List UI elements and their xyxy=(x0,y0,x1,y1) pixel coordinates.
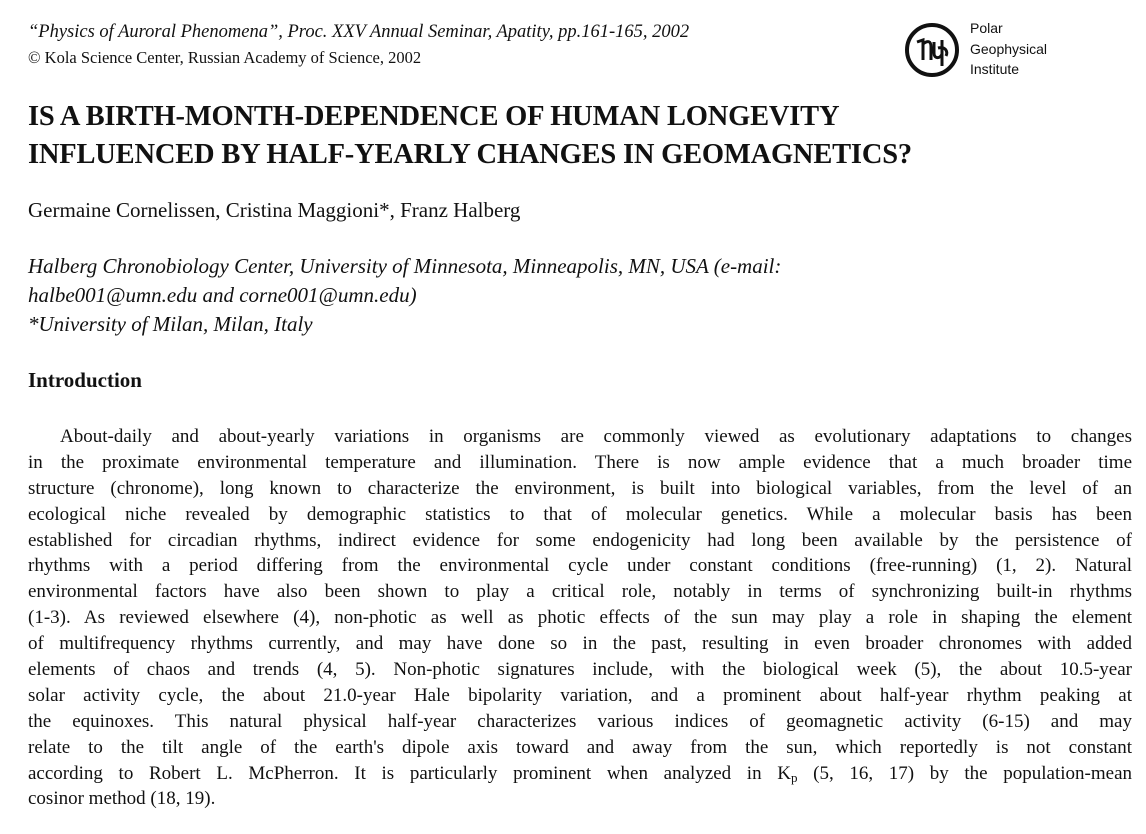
paragraph-line xyxy=(28,761,1132,787)
institute-logo xyxy=(904,18,1104,80)
paragraph-line: cosinor method (18, 19). xyxy=(28,788,216,810)
paragraph-line: relate to the tilt angle of the earth's dipole axis toward and away from the sun, which reportedly is not constant xyxy=(28,736,1132,758)
kp-sentence-tail: (5, 16, 17) by the population-mean xyxy=(797,762,1133,784)
introduction-paragraph xyxy=(28,424,1132,812)
paragraph-line: rhythms with a period differing from the environmental cycle under constant conditions (free-running) (1, 2). Natural xyxy=(28,555,1132,577)
paragraph-line: About-daily and about-yearly variations in organisms are commonly viewed as evolutionary adaptations to changes xyxy=(60,426,1132,447)
copyright-notice: © Kola Science Center, Russian Academy of Science, 2002 xyxy=(28,48,422,67)
affiliations xyxy=(28,252,781,339)
affiliation-line: *University of Milan, Milan, Italy xyxy=(28,312,313,336)
institute-name-line: Geophysical xyxy=(970,40,1048,57)
title-line: INFLUENCED BY HALF-YEARLY CHANGES IN GEOMAGNETICS? xyxy=(28,139,912,170)
paragraph-line: solar activity cycle, the about 21.0-year Hale bipolarity variation, and a prominent about half-year rhythm peaking at xyxy=(28,684,1132,706)
pgi-logo-icon xyxy=(904,22,960,78)
section-heading: Introduction xyxy=(28,368,142,392)
paragraph-line: ecological niche revealed by demographic statistics to that of molecular genetics. While a molecular basis has been xyxy=(28,503,1132,525)
paragraph-line: (1-3). As reviewed elsewhere (4), non-photic as well as photic effects of the sun may play a role in shaping the element xyxy=(28,607,1132,629)
paragraph-line: established for circadian rhythms, indirect evidence for some endogenicity had long been available by the persistence of xyxy=(28,529,1132,551)
paragraph-line: environmental factors have also been shown to play a critical role, notably in terms of synchronizing built-in rhythms xyxy=(28,581,1132,603)
paper-title xyxy=(28,98,1128,174)
publication-header xyxy=(28,20,888,70)
paragraph-line: the equinoxes. This natural physical half-year characterizes various indices of geomagnetic activity (6-15) and may xyxy=(28,710,1132,732)
paragraph-line: of multifrequency rhythms currently, and may have done so in the past, resulting in even broader chronomes with added xyxy=(28,633,1132,655)
author-list: Germaine Cornelissen, Cristina Maggioni*, Franz Halberg xyxy=(28,198,521,222)
paragraph-line: structure (chronome), long known to characterize the environment, is built into biological variables, from the level of an xyxy=(28,477,1132,499)
affiliation-line: halbe001@umn.edu and corne001@umn.edu) xyxy=(28,283,417,307)
title-line: IS A BIRTH-MONTH-DEPENDENCE OF HUMAN LONGEVITY xyxy=(28,101,840,132)
paragraph-line: in the proximate environmental temperature and illumination. There is now ample evidence that a much broader time xyxy=(28,451,1132,473)
paragraph-line: elements of chaos and trends (4, 5). Non-photic signatures include, with the biological week (5), the about 10.5-year xyxy=(28,659,1132,681)
institute-name-line: Polar xyxy=(970,20,1003,36)
kp-sentence: according to Robert L. McPherron. It is particularly prominent when analyzed in K xyxy=(28,762,791,784)
kp-subscript: p xyxy=(790,769,798,785)
affiliation-line: Halberg Chronobiology Center, University of Minnesota, Minneapolis, MN, USA (e-mail: xyxy=(28,254,782,278)
journal-citation: “Physics of Auroral Phenomena”, Proc. XXV Annual Seminar, Apatity, pp.161-165, 2002 xyxy=(28,22,690,42)
institute-name xyxy=(970,18,1047,80)
institute-name-line: Institute xyxy=(970,61,1020,77)
